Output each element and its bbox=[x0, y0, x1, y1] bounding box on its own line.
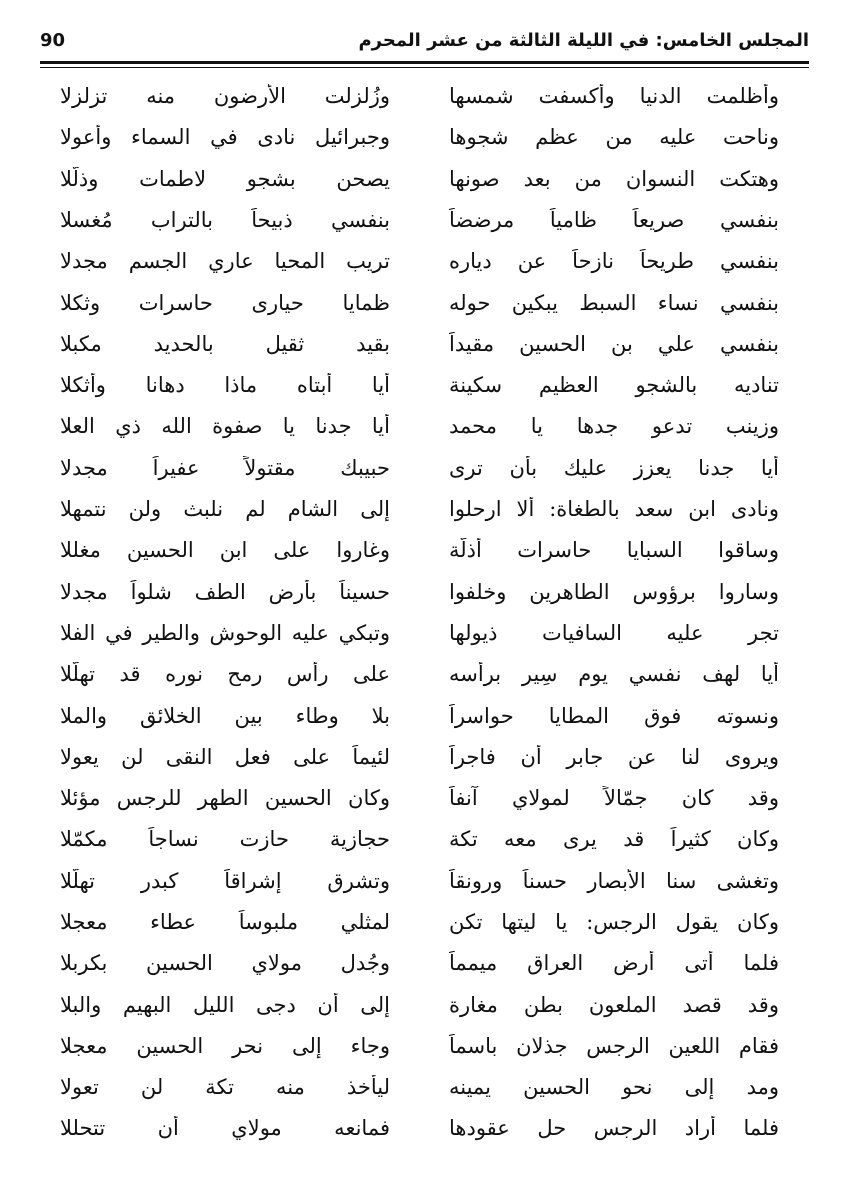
verse-line bbox=[60, 861, 779, 902]
page-header bbox=[40, 28, 809, 62]
verse-line bbox=[60, 737, 779, 778]
verse-second-hemistich: حجازية حازت نساجاً مكمّلا bbox=[60, 827, 390, 852]
verse-line bbox=[60, 324, 779, 365]
verse-first-hemistich: وقد قصد الملعون بطن مغارة bbox=[449, 992, 779, 1017]
verse-second-hemistich: بنفسي ذبيحاً بالتراب مُغسلا bbox=[60, 207, 390, 232]
verse-first-hemistich: وقد كان جمّالاً لمولاي آنفاً bbox=[449, 786, 779, 811]
verse-first-hemistich: فلما أتى أرض العراق ميمماً bbox=[449, 951, 779, 976]
verse-first-hemistich: ومد إلى نحو الحسين يمينه bbox=[449, 1075, 779, 1100]
verse-line bbox=[60, 282, 779, 323]
verse-second-hemistich: وجاء إلى نحر الحسين معجلا bbox=[60, 1033, 390, 1058]
verse-line bbox=[60, 117, 779, 158]
verse-line bbox=[60, 489, 779, 530]
verse-line bbox=[60, 902, 779, 943]
verse-first-hemistich: وتغشى سنا الأبصار حسناً ورونقاً bbox=[449, 868, 779, 893]
verse-first-hemistich: بنفسي طريحاً نازحاً عن دياره bbox=[449, 249, 779, 274]
verse-second-hemistich: وتبكي عليه الوحوش والطير في الفلا bbox=[60, 620, 390, 645]
verse-first-hemistich: وساقوا السبايا حاسرات أذلّة bbox=[449, 538, 779, 563]
verse-first-hemistich: وكان كثيراً قد يرى معه تكة bbox=[449, 827, 779, 852]
verse-second-hemistich: يصحن بشجو لاطمات وذلّلا bbox=[60, 166, 390, 191]
verse-line bbox=[60, 159, 779, 200]
verse-second-hemistich: إلى أن دجى الليل البهيم والبلا bbox=[60, 992, 390, 1017]
verse-line bbox=[60, 1026, 779, 1067]
page-number: 90 bbox=[40, 30, 66, 51]
poem-body bbox=[60, 76, 779, 1150]
verse-second-hemistich: وكان الحسين الطهر للرجس مؤئلا bbox=[60, 786, 390, 811]
header-rule-thin bbox=[40, 67, 809, 68]
verse-first-hemistich: بنفسي علي بن الحسين مقيداً bbox=[449, 331, 779, 356]
verse-line bbox=[60, 200, 779, 241]
verse-second-hemistich: أيا أبتاه ماذا دهانا وأثكلا bbox=[60, 373, 390, 398]
verse-line bbox=[60, 241, 779, 282]
verse-second-hemistich: تريب المحيا عاري الجسم مجدلا bbox=[60, 249, 390, 274]
verse-first-hemistich: فقام اللعين الرجس جذلان باسماً bbox=[449, 1033, 779, 1058]
verse-first-hemistich: بنفسي صريعاً ظامياً مرضضاً bbox=[449, 207, 779, 232]
verse-first-hemistich: وهتكت النسوان من بعد صونها bbox=[449, 166, 779, 191]
verse-second-hemistich: لمثلي ملبوساً عطاء معجلا bbox=[60, 909, 390, 934]
verse-second-hemistich: فمانعه مولاي أن تتحللا bbox=[60, 1116, 390, 1141]
verse-line bbox=[60, 985, 779, 1026]
verse-line bbox=[60, 406, 779, 447]
verse-first-hemistich: ويروى لنا عن جابر أن فاجراً bbox=[449, 744, 779, 769]
verse-line bbox=[60, 943, 779, 984]
verse-second-hemistich: بلا وطاء بين الخلائق والملا bbox=[60, 703, 390, 728]
verse-line bbox=[60, 654, 779, 695]
verse-line bbox=[60, 448, 779, 489]
verse-second-hemistich: وغاروا على ابن الحسين مغللا bbox=[60, 538, 390, 563]
verse-second-hemistich: وتشرق إشراقاً كبدر تهلّلا bbox=[60, 868, 390, 893]
verse-line bbox=[60, 572, 779, 613]
verse-first-hemistich: وأظلمت الدنيا وأكسفت شمسها bbox=[449, 84, 779, 109]
verse-first-hemistich: تناديه بالشجو العظيم سكينة bbox=[449, 373, 779, 398]
header-rule-thick bbox=[40, 61, 809, 64]
verse-first-hemistich: أيا جدنا يعزز عليك بأن ترى bbox=[449, 455, 779, 480]
verse-first-hemistich: وناحت عليه من عظم شجوها bbox=[449, 125, 779, 150]
verse-second-hemistich: وجُدل مولاي الحسين بكربلا bbox=[60, 951, 390, 976]
verse-second-hemistich: إلى الشام لم نلبث ولن نتمهلا bbox=[60, 497, 390, 522]
verse-first-hemistich: تجر عليه السافيات ذيولها bbox=[449, 620, 779, 645]
verse-second-hemistich: لئيماً على فعل النقى لن يعولا bbox=[60, 744, 390, 769]
verse-first-hemistich: ونسوته فوق المطايا حواسراً bbox=[449, 703, 779, 728]
verse-line bbox=[60, 1067, 779, 1108]
verse-line bbox=[60, 613, 779, 654]
verse-line bbox=[60, 778, 779, 819]
verse-first-hemistich: فلما أراد الرجس حل عقودها bbox=[449, 1116, 779, 1141]
verse-second-hemistich: وجبرائيل نادى في السماء وأعولا bbox=[60, 125, 390, 150]
verse-second-hemistich: ظمايا حيارى حاسرات وثكلا bbox=[60, 290, 390, 315]
verse-second-hemistich: على رأس رمح نوره قد تهلّلا bbox=[60, 662, 390, 687]
verse-first-hemistich: ونادى ابن سعد بالطغاة: ألا ارحلوا bbox=[449, 497, 779, 522]
verse-second-hemistich: بقيد ثقيل بالحديد مكبلا bbox=[60, 331, 390, 356]
verse-line bbox=[60, 695, 779, 736]
verse-line bbox=[60, 365, 779, 406]
verse-second-hemistich: وزُلزلت الأرضون منه تزلزلا bbox=[60, 84, 390, 109]
verse-first-hemistich: وكان يقول الرجس: يا ليتها تكن bbox=[449, 909, 779, 934]
verse-second-hemistich: حسيناً بأرض الطف شلواً مجدلا bbox=[60, 579, 390, 604]
verse-line bbox=[60, 1108, 779, 1149]
verse-first-hemistich: وزينب تدعو جدها يا محمد bbox=[449, 414, 779, 439]
verse-first-hemistich: وساروا برؤوس الطاهرين وخلفوا bbox=[449, 579, 779, 604]
verse-second-hemistich: ليأخذ منه تكة لن تعولا bbox=[60, 1075, 390, 1100]
verse-second-hemistich: أيا جدنا يا صفوة الله ذي العلا bbox=[60, 414, 390, 439]
verse-line bbox=[60, 76, 779, 117]
verse-first-hemistich: أيا لهف نفسي يوم سِير برأسه bbox=[449, 662, 779, 687]
verse-line bbox=[60, 530, 779, 571]
verse-first-hemistich: بنفسي نساء السبط يبكين حوله bbox=[449, 290, 779, 315]
verse-second-hemistich: حبيبك مقتولاً عفيراً مجدلا bbox=[60, 455, 390, 480]
chapter-title: المجلس الخامس: في الليلة الثالثة من عشر المحرم bbox=[358, 30, 809, 51]
verse-line bbox=[60, 819, 779, 860]
